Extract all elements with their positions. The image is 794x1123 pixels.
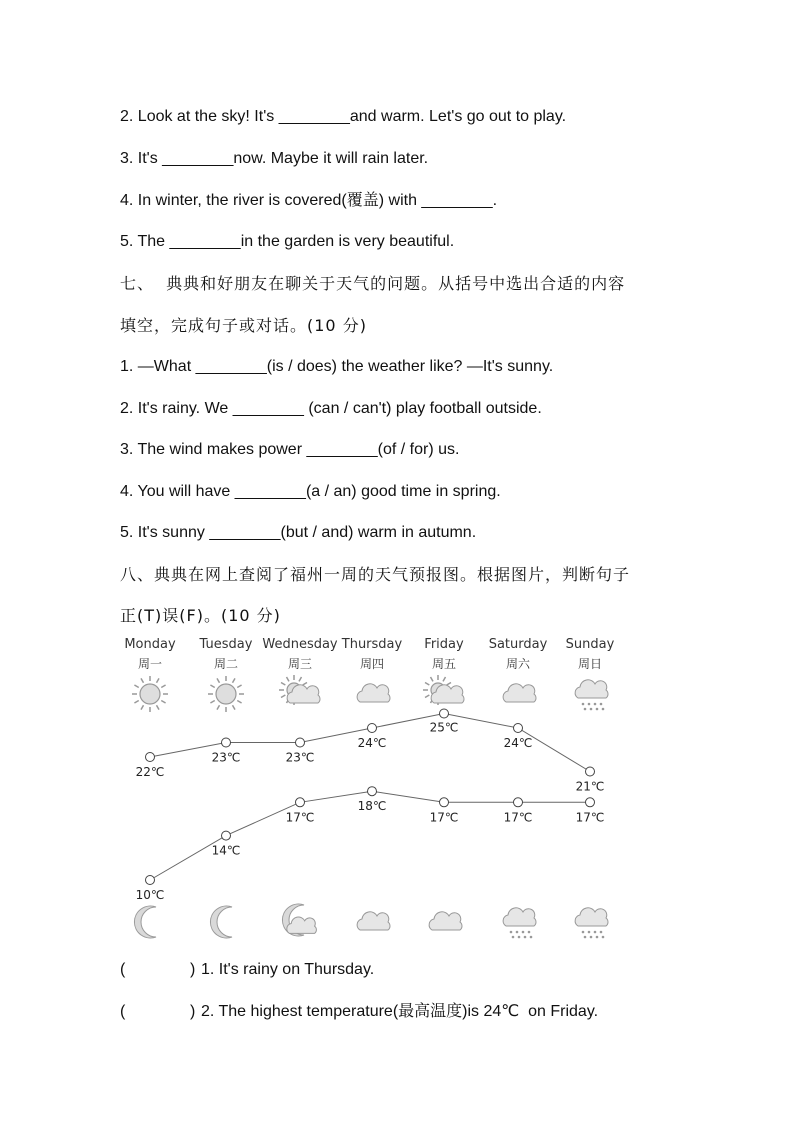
sec6-item-5: 5. The ________in the garden is very beautiful. <box>120 233 455 250</box>
high-temp-point <box>440 709 449 718</box>
day-cloud-icon <box>357 684 390 702</box>
low-temp-label: 17℃ <box>429 810 459 825</box>
sec7-item-3: 3. The wind makes power ________(of / for) us. <box>120 441 460 458</box>
night-moon-cloud-icon <box>282 904 316 936</box>
sec7-heading-line2: 填空，完成句子或对话。(10 分) <box>120 316 367 335</box>
low-temp-label: 14℃ <box>211 843 241 858</box>
low-temp-point <box>296 798 305 807</box>
day-name-cn: 周四 <box>359 657 385 671</box>
sec7-item-2: 2. It's rainy. We ________ (can / can't) play football outside. <box>120 400 542 417</box>
high-temp-point <box>222 738 231 747</box>
high-temp-label: 24℃ <box>503 736 533 750</box>
day-name-saturday: Saturday <box>488 637 548 652</box>
high-temp-label: 23℃ <box>285 750 315 765</box>
high-temp-point <box>514 724 523 733</box>
sec6-item-3: 3. It's ________now. Maybe it will rain later. <box>120 150 429 167</box>
sec7-item-5: 5. It's sunny ________(but / and) warm in autumn. <box>120 524 477 541</box>
high-temp-label: 25℃ <box>429 720 459 735</box>
high-temp-label: 23℃ <box>211 750 241 765</box>
sec8-heading-line2: 正(T)误(F)。(10 分) <box>120 606 281 625</box>
low-temp-point <box>146 876 155 885</box>
night-cloud-icon <box>429 912 462 930</box>
day-rain-icon <box>575 680 608 711</box>
low-temp-point <box>514 798 523 807</box>
sec6-item-4: 4. In winter, the river is covered(覆盖) with ________. <box>120 192 498 209</box>
low-temp-label: 17℃ <box>575 810 605 825</box>
day-name-monday: Monday <box>124 637 176 652</box>
low-temp-label: 17℃ <box>503 810 533 825</box>
day-name-sunday: Sunday <box>565 637 615 652</box>
night-moon-icon <box>210 906 232 938</box>
high-temp-label: 22℃ <box>135 765 165 779</box>
day-name-cn: 周一 <box>137 657 163 671</box>
sec8-answer-paren-open-2: ( <box>120 1003 126 1020</box>
day-sun-cloud-icon <box>279 675 320 705</box>
high-temp-label: 24℃ <box>357 736 387 750</box>
day-name-friday: Friday <box>424 637 464 652</box>
sec8-answer-paren-close-1: ) <box>190 961 196 978</box>
sec8-answer-paren-close-2: ) <box>190 1003 196 1020</box>
day-name-cn: 周日 <box>577 657 603 671</box>
night-moon-icon <box>134 906 156 938</box>
day-cloud-icon <box>503 684 536 702</box>
high-temp-point <box>146 753 155 762</box>
night-rain-icon <box>575 908 608 939</box>
low-temp-point <box>222 831 231 840</box>
sec7-item-4: 4. You will have ________(a / an) good time in spring. <box>120 483 501 500</box>
low-temp-label: 10℃ <box>135 888 165 902</box>
night-cloud-icon <box>357 912 390 930</box>
night-rain-icon <box>503 908 536 939</box>
weather-forecast-chart <box>110 628 630 950</box>
sec7-item-1: 1. —What ________(is / does) the weather like? —It's sunny. <box>120 358 554 375</box>
day-name-cn: 周五 <box>431 657 457 671</box>
day-name-thursday: Thursday <box>341 637 403 652</box>
high-temp-label: 21℃ <box>575 779 605 794</box>
low-temp-point <box>440 798 449 807</box>
day-name-cn: 周六 <box>505 657 531 671</box>
high-temp-point <box>296 738 305 747</box>
day-name-wednesday: Wednesday <box>262 637 338 652</box>
low-temp-point <box>368 787 377 796</box>
sec8-item-1: 1. It's rainy on Thursday. <box>201 961 375 978</box>
sec6-item-2: 2. Look at the sky! It's ________and warm. Let's go out to play. <box>120 108 567 125</box>
sec8-item-2: 2. The highest temperature(最高温度)is 24℃ on Friday. <box>201 1003 599 1020</box>
low-temp-label: 17℃ <box>285 810 315 825</box>
day-name-cn: 周二 <box>213 657 239 671</box>
high-temp-point <box>586 767 595 776</box>
sec7-heading-line1: 七、 典典和好朋友在聊关于天气的问题。从括号中选出合适的内容 <box>120 274 626 293</box>
low-temp-label: 18℃ <box>357 799 387 814</box>
sec8-answer-paren-open-1: ( <box>120 961 126 978</box>
high-temp-point <box>368 724 377 733</box>
day-sun-icon <box>132 676 168 712</box>
sec8-heading-line1: 八、典典在网上查阅了福州一周的天气预报图。根据图片，判断句子 <box>120 565 631 584</box>
day-name-cn: 周三 <box>287 657 313 671</box>
day-sun-icon <box>208 676 244 712</box>
day-name-tuesday: Tuesday <box>199 637 253 652</box>
day-sun-cloud-icon <box>423 675 464 705</box>
low-temp-point <box>586 798 595 807</box>
